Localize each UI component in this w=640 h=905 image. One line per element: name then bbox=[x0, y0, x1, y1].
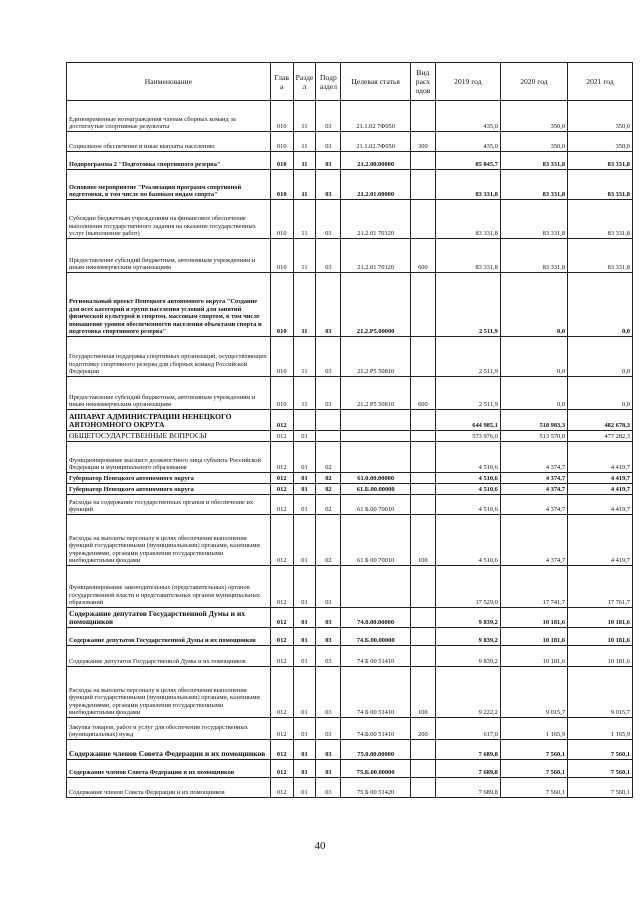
table-row bbox=[67, 718, 633, 740]
row-name: Расходы на выплаты персоналу в целях обеспечения выполнения функций государственными (муниципальными) органами, казенными учреждениями, органами управления государственными внебюджетными фондами bbox=[67, 515, 271, 566]
row-2020: 1 165,9 bbox=[500, 718, 567, 740]
row-csr: 21.2.01 70120 bbox=[341, 239, 410, 273]
row-2020: 9 015,7 bbox=[500, 667, 567, 718]
row-razdel: 01 bbox=[293, 760, 316, 778]
row-vr bbox=[410, 473, 435, 484]
row-razdel: 01 bbox=[293, 495, 316, 515]
row-2020: 4 374,7 bbox=[500, 495, 567, 515]
row-glav: 010 bbox=[270, 239, 293, 273]
table-row bbox=[67, 473, 633, 484]
row-csr: 61 Б 00 70010 bbox=[341, 515, 410, 566]
row-2021: 477 282,3 bbox=[568, 431, 633, 442]
row-2021: 7 560,1 bbox=[568, 740, 633, 760]
row-csr: 74 Б 00 51410 bbox=[341, 667, 410, 718]
row-2021: 1 165,9 bbox=[568, 718, 633, 740]
row-razdel: 01 bbox=[293, 431, 316, 442]
row-csr: 21.2 P5 50810 bbox=[341, 377, 410, 410]
table-row bbox=[67, 515, 633, 566]
row-razdel: 11 bbox=[293, 101, 316, 132]
row-csr: 21.2.01 70120 bbox=[341, 200, 410, 239]
row-2020: 4 374,7 bbox=[500, 484, 567, 495]
row-name: Основное мероприятие "Реализация программ спортивной подготовки, в том числе по базовым видам спорта" bbox=[67, 170, 271, 200]
row-razdel: 01 bbox=[293, 484, 316, 495]
header-csr: Целевая статья bbox=[341, 63, 410, 101]
row-2019: 435,0 bbox=[435, 101, 500, 132]
row-podrazdel bbox=[316, 431, 341, 442]
row-csr: 74.0.00.00000 bbox=[341, 608, 410, 628]
row-csr: 75 Б 00 51420 bbox=[341, 778, 410, 798]
row-2019: 2 511,9 bbox=[435, 377, 500, 410]
row-2020: 513 570,0 bbox=[500, 431, 567, 442]
table-row bbox=[67, 628, 633, 646]
row-2019: 573 976,0 bbox=[435, 431, 500, 442]
row-razdel: 11 bbox=[293, 152, 316, 170]
row-2020: 4 374,7 bbox=[500, 473, 567, 484]
row-name: ОБЩЕГОСУДАРСТВЕННЫЕ ВОПРОСЫ bbox=[67, 431, 271, 442]
row-podrazdel: 03 bbox=[316, 101, 341, 132]
row-glav: 012 bbox=[270, 740, 293, 760]
row-2019: 2 511,9 bbox=[435, 337, 500, 377]
row-podrazdel: 03 bbox=[316, 646, 341, 667]
row-csr: 21.2.P5.00000 bbox=[341, 273, 410, 337]
row-2019: 83 331,8 bbox=[435, 200, 500, 239]
row-glav: 012 bbox=[270, 718, 293, 740]
row-vr bbox=[410, 495, 435, 515]
row-2019: 9 839,2 bbox=[435, 628, 500, 646]
row-2021: 0,0 bbox=[568, 337, 633, 377]
row-glav: 010 bbox=[270, 101, 293, 132]
header-razdel: Разде л bbox=[293, 63, 316, 101]
row-csr: 75.Б.00.00000 bbox=[341, 760, 410, 778]
row-2019: 617,0 bbox=[435, 718, 500, 740]
table-row bbox=[67, 200, 633, 239]
row-razdel: 01 bbox=[293, 473, 316, 484]
row-csr bbox=[341, 442, 410, 473]
row-csr: 74.Б.00.00000 bbox=[341, 628, 410, 646]
row-name: Губернатор Ненецкого автономного округа bbox=[67, 484, 271, 495]
row-csr: 21.2.01.00000 bbox=[341, 170, 410, 200]
row-name: Содержание членов Совета Федерации и их помощников bbox=[67, 778, 271, 798]
row-vr bbox=[410, 566, 435, 608]
row-razdel: 01 bbox=[293, 646, 316, 667]
row-podrazdel: 03 bbox=[316, 170, 341, 200]
row-podrazdel: 03 bbox=[316, 628, 341, 646]
row-name: АППАРАТ АДМИНИСТРАЦИИ НЕНЕЦКОГО АВТОНОМНОГО ОКРУГА bbox=[67, 410, 271, 431]
row-vr bbox=[410, 778, 435, 798]
row-2021: 9 015,7 bbox=[568, 667, 633, 718]
row-glav: 012 bbox=[270, 473, 293, 484]
row-name: Единовременные вознаграждения членам сборных команд за достигнутые спортивные результаты bbox=[67, 101, 271, 132]
row-name: Губернатор Ненецкого автономного округа bbox=[67, 473, 271, 484]
row-name: Социальное обеспечение и иные выплаты населению bbox=[67, 132, 271, 152]
row-podrazdel: 03 bbox=[316, 200, 341, 239]
row-glav: 010 bbox=[270, 337, 293, 377]
row-glav: 010 bbox=[270, 377, 293, 410]
row-name: Региональный проект Ненецкого автономного округа "Создание для всех категорий и групп населения условий для занятий физической культурой и спортом, массовым спортом, в том числе повышение уровня обеспеченности населения объектами спорта и подготовка спортивного резерва" bbox=[67, 273, 271, 337]
row-2019: 9 839,2 bbox=[435, 646, 500, 667]
row-csr: 21.2 P5 50810 bbox=[341, 337, 410, 377]
table-row bbox=[67, 740, 633, 760]
row-2020: 0,0 bbox=[500, 377, 567, 410]
row-csr: 75.0.00.00000 bbox=[341, 740, 410, 760]
row-2021: 10 181,6 bbox=[568, 608, 633, 628]
row-name: Подпрограмма 2 "Подготовка спортивного резерва" bbox=[67, 152, 271, 170]
row-2020: 10 181,6 bbox=[500, 628, 567, 646]
row-2019: 4 510,6 bbox=[435, 515, 500, 566]
row-razdel: 01 bbox=[293, 667, 316, 718]
row-2020: 4 374,7 bbox=[500, 515, 567, 566]
header-name: Наименование bbox=[67, 63, 271, 101]
row-name: Расходы на выплаты персоналу в целях обеспечения выполнения функций государственными (муниципальными) органами, казенными учреждениями, органами управления государственными внебюджетными фондами bbox=[67, 667, 271, 718]
row-vr bbox=[410, 646, 435, 667]
row-vr bbox=[410, 740, 435, 760]
row-2021: 4 419,7 bbox=[568, 484, 633, 495]
table-row bbox=[67, 566, 633, 608]
row-glav: 010 bbox=[270, 200, 293, 239]
row-2021: 83 331,8 bbox=[568, 239, 633, 273]
row-2020: 10 181,6 bbox=[500, 646, 567, 667]
header-2019: 2019 год bbox=[435, 63, 500, 101]
row-2019: 85 845,7 bbox=[435, 152, 500, 170]
row-csr bbox=[341, 566, 410, 608]
row-vr bbox=[410, 152, 435, 170]
row-2019: 4 510,6 bbox=[435, 442, 500, 473]
row-razdel: 01 bbox=[293, 628, 316, 646]
row-vr: 100 bbox=[410, 667, 435, 718]
row-name: Закупка товаров, работ и услуг для обеспечения государственных (муниципальных) нужд bbox=[67, 718, 271, 740]
row-glav: 012 bbox=[270, 608, 293, 628]
row-2020: 350,0 bbox=[500, 101, 567, 132]
table-row bbox=[67, 667, 633, 718]
row-podrazdel: 03 bbox=[316, 667, 341, 718]
row-2021: 4 419,7 bbox=[568, 515, 633, 566]
row-2019: 644 985,1 bbox=[435, 410, 500, 431]
row-2020: 83 331,8 bbox=[500, 239, 567, 273]
row-razdel: 01 bbox=[293, 608, 316, 628]
row-2019: 4 510,6 bbox=[435, 495, 500, 515]
row-2021: 350,0 bbox=[568, 132, 633, 152]
row-2020: 83 331,8 bbox=[500, 152, 567, 170]
table-row bbox=[67, 337, 633, 377]
row-razdel: 01 bbox=[293, 442, 316, 473]
row-name: Содержание депутатов Государственной Думы и их помощников bbox=[67, 646, 271, 667]
row-2021: 482 678,3 bbox=[568, 410, 633, 431]
row-podrazdel: 02 bbox=[316, 442, 341, 473]
row-glav: 010 bbox=[270, 152, 293, 170]
row-podrazdel: 03 bbox=[316, 377, 341, 410]
row-podrazdel: 03 bbox=[316, 608, 341, 628]
table-row bbox=[67, 410, 633, 431]
row-2020: 83 331,8 bbox=[500, 200, 567, 239]
table-row bbox=[67, 152, 633, 170]
row-2019: 7 689,8 bbox=[435, 778, 500, 798]
row-name: Содержание членов Совета Федерации и их помощников bbox=[67, 740, 271, 760]
row-2019: 7 689,8 bbox=[435, 740, 500, 760]
row-glav: 012 bbox=[270, 410, 293, 431]
header-glav: Глав а bbox=[270, 63, 293, 101]
row-glav: 012 bbox=[270, 646, 293, 667]
table-row bbox=[67, 608, 633, 628]
row-2021: 83 331,8 bbox=[568, 170, 633, 200]
row-name: Содержание депутатов Государственной Думы и их помощников bbox=[67, 608, 271, 628]
table-row bbox=[67, 442, 633, 473]
row-glav: 012 bbox=[270, 515, 293, 566]
row-razdel: 01 bbox=[293, 566, 316, 608]
row-podrazdel: 03 bbox=[316, 566, 341, 608]
row-vr bbox=[410, 273, 435, 337]
row-podrazdel: 03 bbox=[316, 152, 341, 170]
row-razdel: 11 bbox=[293, 132, 316, 152]
row-2021: 83 331,8 bbox=[568, 152, 633, 170]
table-row bbox=[67, 170, 633, 200]
row-vr bbox=[410, 608, 435, 628]
header-2021: 2021 год bbox=[568, 63, 633, 101]
row-csr: 61.Б.00.00000 bbox=[341, 484, 410, 495]
table-row bbox=[67, 495, 633, 515]
row-csr: 74 Б 00 51410 bbox=[341, 646, 410, 667]
row-2020: 350,0 bbox=[500, 132, 567, 152]
row-csr: 61.0.00.00000 bbox=[341, 473, 410, 484]
row-2020: 10 181,6 bbox=[500, 608, 567, 628]
row-vr bbox=[410, 442, 435, 473]
row-glav: 012 bbox=[270, 667, 293, 718]
row-podrazdel: 03 bbox=[316, 337, 341, 377]
row-vr bbox=[410, 337, 435, 377]
row-name: Субсидии бюджетным учреждениям на финансовое обеспечение выполнения государственного задания на оказание государственных услуг (выполнение работ) bbox=[67, 200, 271, 239]
row-vr bbox=[410, 431, 435, 442]
row-csr: 21.2.00.00000 bbox=[341, 152, 410, 170]
row-razdel: 11 bbox=[293, 273, 316, 337]
row-glav: 010 bbox=[270, 170, 293, 200]
row-csr: 74.Б.00 51410 bbox=[341, 718, 410, 740]
row-2019: 435,0 bbox=[435, 132, 500, 152]
row-2021: 350,0 bbox=[568, 101, 633, 132]
row-glav: 010 bbox=[270, 132, 293, 152]
row-2020: 0,0 bbox=[500, 337, 567, 377]
row-podrazdel bbox=[316, 410, 341, 431]
row-podrazdel: 02 bbox=[316, 473, 341, 484]
row-2020: 7 560,1 bbox=[500, 778, 567, 798]
row-2021: 0,0 bbox=[568, 377, 633, 410]
row-razdel: 11 bbox=[293, 170, 316, 200]
page-number: 40 bbox=[314, 840, 326, 852]
row-2021: 0,0 bbox=[568, 273, 633, 337]
row-glav: 012 bbox=[270, 760, 293, 778]
table-row bbox=[67, 760, 633, 778]
row-glav: 012 bbox=[270, 484, 293, 495]
header-vr: Вид расх одов bbox=[410, 63, 435, 101]
table-row bbox=[67, 132, 633, 152]
table-row bbox=[67, 377, 633, 410]
row-vr: 100 bbox=[410, 515, 435, 566]
row-razdel: 11 bbox=[293, 200, 316, 239]
row-razdel bbox=[293, 410, 316, 431]
row-razdel: 01 bbox=[293, 718, 316, 740]
row-name: Функционирование высшего должностного лица субъекта Российской Федерации и муниципального образования bbox=[67, 442, 271, 473]
row-razdel: 01 bbox=[293, 740, 316, 760]
row-2020: 0,0 bbox=[500, 273, 567, 337]
row-2021: 7 560,1 bbox=[568, 760, 633, 778]
row-vr bbox=[410, 101, 435, 132]
row-name: Расходы на содержание государственных органов и обеспечение их функций bbox=[67, 495, 271, 515]
row-vr bbox=[410, 200, 435, 239]
row-name: Предоставление субсидий бюджетным, автономным учреждениям и иным некоммерческим организациям bbox=[67, 239, 271, 273]
table-row bbox=[67, 484, 633, 495]
row-glav: 010 bbox=[270, 273, 293, 337]
row-podrazdel: 03 bbox=[316, 239, 341, 273]
row-csr: 21.1.02.7Ф050 bbox=[341, 132, 410, 152]
row-podrazdel: 02 bbox=[316, 495, 341, 515]
row-2020: 7 560,1 bbox=[500, 760, 567, 778]
row-2021: 10 181,6 bbox=[568, 646, 633, 667]
row-podrazdel: 03 bbox=[316, 778, 341, 798]
header-2020: 2020 год bbox=[500, 63, 567, 101]
row-name: Функционирование законодательных (представительных) органов государственной власти и представительных органов муниципальных образований bbox=[67, 566, 271, 608]
row-glav: 012 bbox=[270, 442, 293, 473]
table-row bbox=[67, 778, 633, 798]
row-2019: 9 839,2 bbox=[435, 608, 500, 628]
row-2019: 7 689,8 bbox=[435, 760, 500, 778]
row-razdel: 01 bbox=[293, 778, 316, 798]
row-podrazdel: 03 bbox=[316, 132, 341, 152]
row-razdel: 11 bbox=[293, 337, 316, 377]
row-glav: 012 bbox=[270, 431, 293, 442]
row-csr: 61 Б.00 70010 bbox=[341, 495, 410, 515]
row-vr bbox=[410, 484, 435, 495]
row-2019: 9 222,2 bbox=[435, 667, 500, 718]
row-podrazdel: 02 bbox=[316, 515, 341, 566]
row-vr: 300 bbox=[410, 132, 435, 152]
row-2020: 7 560,1 bbox=[500, 740, 567, 760]
row-name: Содержание депутатов Государственной Думы и их помощников bbox=[67, 628, 271, 646]
row-podrazdel: 03 bbox=[316, 760, 341, 778]
row-vr: 600 bbox=[410, 239, 435, 273]
row-podrazdel: 03 bbox=[316, 740, 341, 760]
table-header-row bbox=[67, 63, 633, 101]
row-2021: 17 761,7 bbox=[568, 566, 633, 608]
row-2021: 4 419,7 bbox=[568, 473, 633, 484]
row-vr bbox=[410, 410, 435, 431]
table-row bbox=[67, 273, 633, 337]
row-vr bbox=[410, 170, 435, 200]
row-2021: 10 181,6 bbox=[568, 628, 633, 646]
row-2020: 17 741,7 bbox=[500, 566, 567, 608]
row-name: Государственная поддержка спортивных организаций, осуществляющих подготовку спортивного резерва для сборных команд Российской Федерации bbox=[67, 337, 271, 377]
row-2019: 17 529,0 bbox=[435, 566, 500, 608]
row-razdel: 11 bbox=[293, 377, 316, 410]
row-2021: 4 419,7 bbox=[568, 495, 633, 515]
table-row bbox=[67, 646, 633, 667]
row-2020: 83 331,8 bbox=[500, 170, 567, 200]
row-vr bbox=[410, 760, 435, 778]
row-glav: 012 bbox=[270, 566, 293, 608]
table-row bbox=[67, 431, 633, 442]
row-2019: 83 331,8 bbox=[435, 170, 500, 200]
row-2019: 4 510,6 bbox=[435, 484, 500, 495]
table-row bbox=[67, 101, 633, 132]
row-2019: 83 331,8 bbox=[435, 239, 500, 273]
row-2020: 4 374,7 bbox=[500, 442, 567, 473]
budget-table bbox=[66, 62, 633, 798]
row-podrazdel: 03 bbox=[316, 273, 341, 337]
row-name: Предоставление субсидий бюджетным, автономным учреждениям и иным некоммерческим организациям bbox=[67, 377, 271, 410]
row-csr bbox=[341, 410, 410, 431]
row-name: Содержание членов Совета Федерации и их помощников bbox=[67, 760, 271, 778]
row-podrazdel: 03 bbox=[316, 718, 341, 740]
row-csr bbox=[341, 431, 410, 442]
table-row bbox=[67, 239, 633, 273]
row-2020: 518 983,3 bbox=[500, 410, 567, 431]
row-razdel: 11 bbox=[293, 239, 316, 273]
row-glav: 012 bbox=[270, 778, 293, 798]
row-podrazdel: 02 bbox=[316, 484, 341, 495]
row-2021: 4 419,7 bbox=[568, 442, 633, 473]
row-2021: 83 331,8 bbox=[568, 200, 633, 239]
header-podrazdel: Подр аздел bbox=[316, 63, 341, 101]
row-2019: 4 510,6 bbox=[435, 473, 500, 484]
row-2021: 7 560,1 bbox=[568, 778, 633, 798]
row-2019: 2 511,9 bbox=[435, 273, 500, 337]
row-csr: 21.1.02 7Ф050 bbox=[341, 101, 410, 132]
row-glav: 012 bbox=[270, 495, 293, 515]
row-vr bbox=[410, 628, 435, 646]
row-glav: 012 bbox=[270, 628, 293, 646]
row-vr: 600 bbox=[410, 377, 435, 410]
row-vr: 200 bbox=[410, 718, 435, 740]
row-razdel: 01 bbox=[293, 515, 316, 566]
